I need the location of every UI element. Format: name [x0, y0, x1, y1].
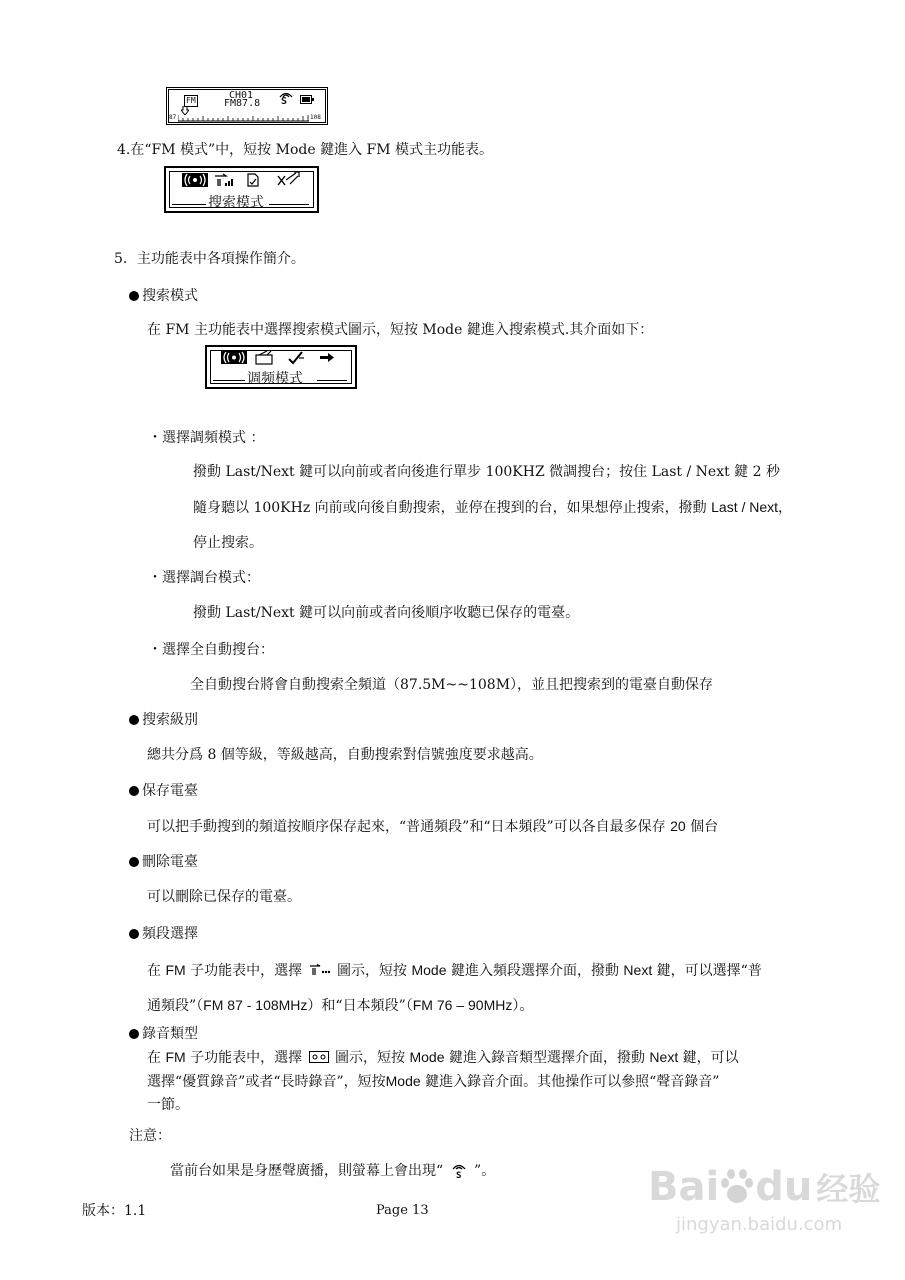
lcd-search-mode-label: 调频模式 — [247, 371, 303, 387]
exit-arrow-icon — [319, 352, 335, 363]
record-type-line-1: 在 FM 子功能表中，選擇 圖示，短按 Mode 鍵進入錄音類型選擇介面，撥動 Next 鍵，可以 — [147, 1049, 739, 1066]
baidu-watermark: Bai du 经验 — [648, 1164, 881, 1210]
step-5-text: 5．主功能表中各項操作簡介。 — [114, 251, 305, 267]
delete-station-text: 可以刪除已保存的電臺。 — [147, 889, 301, 905]
footer-page-number: Page 13 — [376, 1203, 429, 1218]
channel-mode-title: ・選擇調台模式： — [148, 570, 260, 586]
search-mode-icon — [182, 173, 208, 187]
baidu-watermark-url: jingyan.baidu.com — [676, 1214, 843, 1235]
record-type-line-3: 一節。 — [147, 1097, 189, 1113]
tune-mode-icon — [221, 351, 247, 364]
frequency-scale — [178, 114, 309, 122]
tune-mode-title: ・選擇調頻模式 ： — [148, 430, 265, 446]
band-select-line-1: 在 FM 子功能表中，選擇 圖示，短按 Mode 鍵進入頻段選擇介面，撥動 Next 鍵，可以選擇“普 — [147, 962, 762, 979]
auto-search-line-1: 全自動搜台將會自動搜索全頻道（87.5M~~108M），並且把搜索到的電臺自動保存 — [190, 677, 714, 693]
lcd-frequency: FM87.8 — [224, 98, 261, 109]
fm-mode-icon: FM — [186, 96, 196, 105]
footer-version: 版本：1.1 — [82, 1203, 147, 1219]
auto-search-icon — [287, 350, 305, 365]
save-station-text: 可以把手動搜到的頻道按順序保存起來，“普通頻段”和“日本頻段”可以各自最多保存 20 個台 — [147, 818, 719, 835]
search-mode-intro: 在 FM 主功能表中選擇搜索模式圖示，短按 Mode 鍵進入搜索模式.其介面如下： — [147, 322, 654, 338]
band-select-line-2: 通頻段”（FM 87 - 108MHz）和“日本頻段”（FM 76 – 90MHz）。 — [147, 997, 534, 1014]
tune-mode-line-2: 隨身聽以 100KHz 向前或向後自動搜索，並停在搜到的台，如果想停止搜索，撥動 Last / Next， — [193, 499, 793, 516]
note-text: 當前台如果是身歷聲廣播，則螢幕上會出現“ S ”。 — [170, 1163, 496, 1179]
stereo-icon: S — [281, 96, 288, 107]
scale-max: 108 — [310, 114, 321, 121]
lcd-search-mode-menu — [205, 345, 357, 389]
battery-icon — [300, 95, 314, 104]
lcd-menu-label: 搜索模式 — [208, 195, 264, 211]
scale-min: 87 — [169, 114, 177, 121]
record-type-heading: 錄音類型 — [129, 1025, 198, 1043]
lcd-fm-main-menu — [164, 166, 319, 213]
paw-logo-icon — [719, 1168, 755, 1206]
record-type-line-2: 選擇“優質錄音”或者“長時錄音”，短按Mode 鍵進入錄音介面。其他操作可以參照“聲音錄音” — [147, 1073, 720, 1090]
delete-station-heading: 刪除電臺 — [129, 853, 198, 871]
step-4-text: 4.在“FM 模式”中，短按 Mode 鍵進入 FM 模式主功能表。 — [117, 142, 494, 158]
tune-mode-line-1: 撥動 Last/Next 鍵可以向前或者向後進行單步 100KHZ 微調搜台；按住 Last / Next 鍵 2 秒 — [193, 464, 780, 480]
record-icon-inline — [309, 1051, 329, 1063]
auto-search-title: ・選擇全自動搜台： — [148, 642, 274, 658]
save-station-icon — [246, 173, 260, 187]
search-level-heading: 搜索級別 — [129, 711, 198, 729]
search-level-text: 總共分爲 8 個等級，等級越高，自動搜索對信號強度要求越高。 — [147, 747, 543, 763]
delete-station-icon — [276, 171, 300, 187]
save-station-heading: 保存電臺 — [129, 782, 198, 800]
search-mode-heading: 搜索模式 — [129, 287, 198, 305]
svg-text:S: S — [455, 1171, 462, 1179]
note-heading: 注意： — [129, 1128, 171, 1144]
lcd-channel: CH01 — [229, 90, 254, 101]
band-select-icon — [214, 173, 236, 187]
band-select-heading: 頻段選擇 — [129, 925, 198, 943]
signal-arc-icon — [278, 91, 294, 98]
channel-mode-line-1: 撥動 Last/Next 鍵可以向前或者向後順序收聽已保存的電臺。 — [193, 605, 580, 621]
channel-mode-icon — [255, 350, 275, 365]
tune-mode-line-3: 停止搜索。 — [193, 535, 263, 551]
lcd-status-display — [166, 87, 328, 125]
stereo-icon-inline — [451, 1163, 467, 1179]
band-icon-inline — [309, 964, 331, 976]
